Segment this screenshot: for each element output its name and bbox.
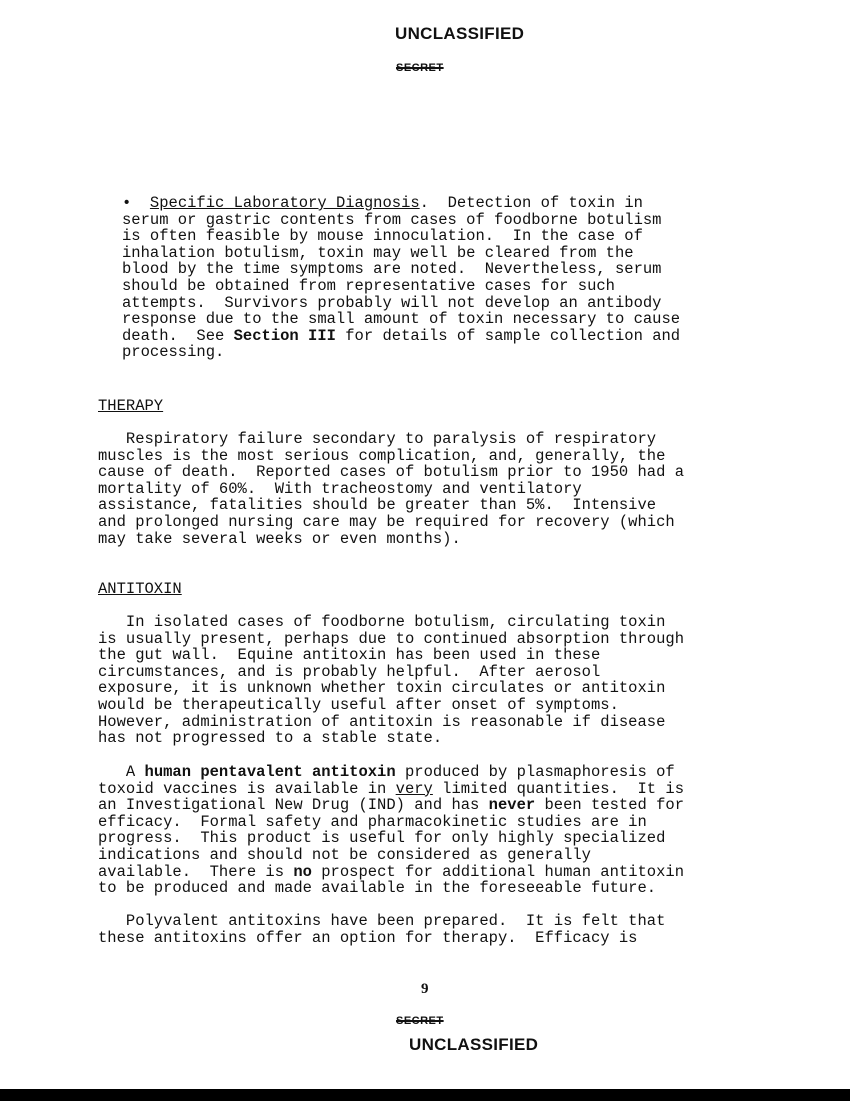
diagnosis-text-1: Detection of toxin in serum or gastric contents from cases of foodborne botulism is often feasible by mouse innoculation. In the case of inhalation botulism, toxin may well be cleared from the blood by the time symptoms are noted. Nevertheless, serum should be obtained from representative cases for such attempts. Survivors probably will not develop an antibody response due to the small amount of toxin necessary to cause death. See: [122, 194, 681, 345]
therapy-paragraph: Respiratory failure secondary to paralysis of respiratory muscles is the most serious complication, and, generally, the cause of death. Reported cases of botulism prior to 1950 had a mortality of 60%. With tracheostomy and ventilatory assistance, fatalities should be greater than 5%. Intensive and prolonged nursing care may be required for recovery (which may take several weeks or even months).: [98, 430, 684, 548]
p2-text-a: A: [98, 763, 145, 781]
no-emphasis: no: [293, 862, 312, 881]
p2-text-c: limited quantities. It is an Investigational New Drug (IND) and has: [98, 779, 685, 815]
scan-edge-bar: [0, 1089, 850, 1101]
diagnosis-heading-punct: .: [419, 194, 429, 212]
very-emphasis: very: [395, 779, 433, 798]
human-pentavalent-antitoxin-term: human pentavalent antitoxin: [144, 763, 396, 781]
classification-footer: UNCLASSIFIED: [409, 1035, 539, 1054]
laboratory-diagnosis-paragraph: [122, 195, 680, 361]
antitoxin-paragraph-1: In isolated cases of foodborne botulism, circulating toxin is usually present, perhaps due to continued absorption through the gut wall. Equine antitoxin has been used in these circumstances, and is probably helpful. After aerosol exposure, it is unknown whether toxin circulates or antitoxin would be therapeutically useful after onset of symptoms. However, administration of antitoxin is reasonable if disease has not progressed to a stable state.: [98, 613, 684, 748]
struck-secret-marking-bottom: SECRET: [396, 1015, 444, 1027]
struck-secret-marking-top: SECRET: [396, 62, 444, 74]
page-number: 9: [421, 981, 429, 997]
diagnosis-heading: Specific Laboratory Diagnosis: [149, 194, 420, 212]
section-reference: Section III: [233, 326, 336, 345]
diagnosis-text-2: for details of sample collection and processing.: [122, 326, 681, 362]
antitoxin-heading: ANTITOXIN: [98, 580, 182, 598]
antitoxin-paragraph-3: Polyvalent antitoxins have been prepared. It is felt that these antitoxins offer an option for therapy. Efficacy is: [98, 912, 666, 947]
antitoxin-paragraph-2: [98, 764, 684, 897]
never-emphasis: never: [488, 796, 536, 815]
bullet: •: [122, 194, 132, 212]
classification-header: UNCLASSIFIED: [395, 24, 525, 43]
p2-text-d: been tested for efficacy. Formal safety and pharmacokinetic studies are in progress. This product is useful for only highly specialized indications and should not be considered as generally available. There is: [98, 796, 685, 881]
therapy-heading: THERAPY: [98, 397, 164, 415]
p2-text-e: prospect for additional human antitoxin to be produced and made available in the foreseeable future.: [98, 862, 685, 898]
p2-text-b: produced by plasmaphoresis of toxoid vaccines is available in: [98, 763, 675, 798]
